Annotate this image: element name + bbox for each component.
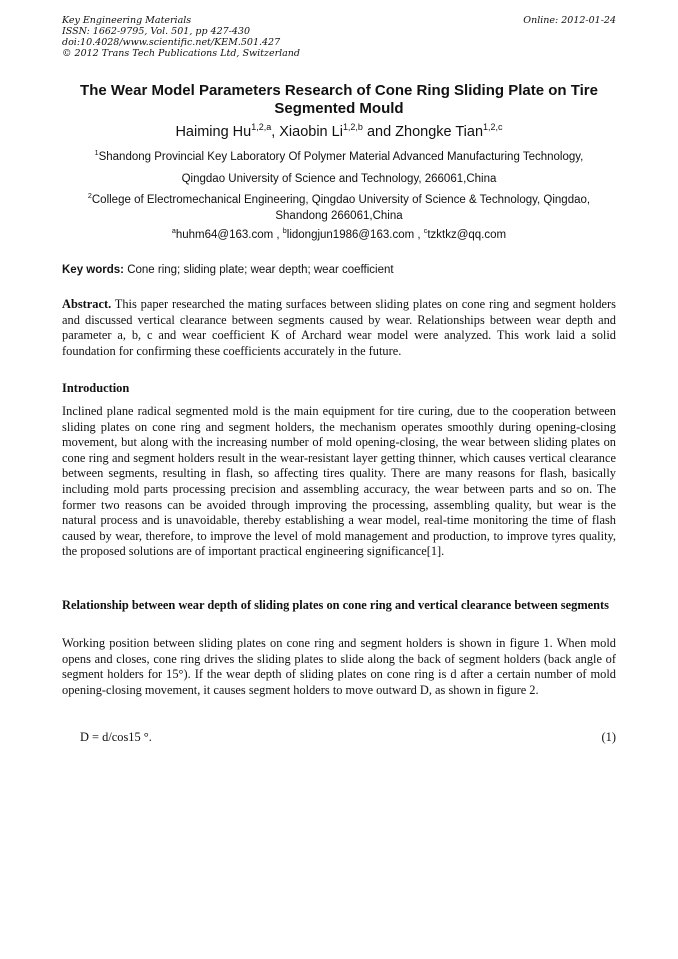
copyright-line: © 2012 Trans Tech Publications Ltd, Switzerland [62, 48, 301, 59]
author-affiliation-mark: 1,2,a [251, 122, 272, 133]
journal-name: Key Engineering Materials [62, 15, 192, 26]
keywords-text: Cone ring; sliding plate; wear depth; wear coefficient [124, 264, 394, 276]
author-affiliation-mark: 1,2,b [342, 122, 363, 133]
affiliation-number: 1 [94, 149, 99, 158]
issn-line: ISSN: 1662-9795, Vol. 501, pp 427-430 [62, 26, 251, 37]
author-separator: , [271, 124, 280, 140]
section-heading-introduction: Introduction [62, 381, 130, 395]
email-separator: , [273, 229, 283, 241]
online-date: Online: 2012-01-24 [523, 15, 616, 26]
email-address[interactable]: tzktkz@qq.com [427, 229, 507, 241]
affiliation-2 [62, 192, 616, 224]
author-name: Xiaobin Li [279, 124, 343, 140]
email-list [62, 228, 616, 242]
email-separator: , [414, 229, 424, 241]
affiliation-text: College of Electromechanical Engineering, Qingdao University of Science & Technology, Qingdao, [91, 194, 591, 206]
email-address[interactable]: lidongjun1986@163.com [286, 229, 415, 241]
affiliation-text-line2: Shandong 266061,China [275, 210, 403, 222]
relationship-paragraph: Working position between sliding plates on cone ring and segment holders is shown in figure 1. When mold opens and closes, cone ring drives the sliding plates to slide along the back of segment holders (back angle of segment holders for 15°). If the wear depth of sliding plates on cone ring is d after a certain number of mold opening-closing movement, it causes segment holders to move outward D, as shown in figure 2. [62, 636, 616, 697]
email-mark: b [282, 227, 287, 236]
keywords [62, 263, 616, 277]
affiliation-text-line2: Qingdao University of Science and Technology, 266061,China [181, 173, 497, 185]
abstract-text: This paper researched the mating surfaces between sliding plates on cone ring and segment holders and discussed vertical clearance between segments caused by wear. Relationships between wear depth and parameter a, b, c and wear coefficient K of Archard wear model were analyzed. This work laid a solid foundation for confirming these coefficients accurately in the future. [62, 297, 616, 358]
introduction-paragraph: Inclined plane radical segmented mold is the main equipment for tire curing, due to the cooperation between sliding plates on cone ring and segment holders, the mechanism operates smoothly during opening-closing movement, but along with the increasing number of mold opening-closing, the wear between sliding plates on cone ring and segment holders result in the wear-resistant layer getting thinner, which causes vertical clearance between segments, resulting in flash, so affecting tires quality. There are many reasons for flash, basically including mold parts processing precision and assembling accuracy, the wear between parts and so on. The former two reasons can be avoided through improving the processing, assembling quality, but wear is the natural process and is unavoidable, thereby establishing a wear model, real-time monitoring the time of flash caused by wear, therefore, to improve the level of mold management and production, to improve tyres quality, the proposed solutions are of important practical engineering significance[1]. [62, 404, 616, 559]
affiliation-number: 2 [87, 192, 92, 201]
paper-title: The Wear Model Parameters Research of Cone Ring Sliding Plate on Tire Segmented Mould [80, 82, 598, 117]
abstract-label: Abstract. [62, 297, 112, 311]
doi-line[interactable]: doi:10.4028/www.scientific.net/KEM.501.427 [62, 37, 281, 48]
keywords-label: Key words: [62, 264, 124, 276]
author-separator: and [362, 124, 396, 140]
section-heading-relationship: Relationship between wear depth of sliding plates on cone ring and vertical clearance between segments [62, 598, 609, 612]
abstract [62, 297, 616, 359]
affiliation-text: Shandong Provincial Key Laboratory Of Polymer Material Advanced Manufacturing Technology, [98, 151, 584, 163]
author-name: Haiming Hu [175, 124, 252, 140]
email-address[interactable]: huhm64@163.com [175, 229, 274, 241]
author-name: Zhongke Tian [395, 124, 484, 140]
author-list [62, 124, 616, 141]
email-mark: a [171, 227, 176, 236]
equation-number: (1) [601, 730, 616, 744]
email-mark: c [423, 227, 428, 236]
author-affiliation-mark: 1,2,c [483, 122, 503, 133]
affiliation-1 [62, 149, 616, 187]
equation-1: D = d/cos15 °. [80, 730, 152, 744]
